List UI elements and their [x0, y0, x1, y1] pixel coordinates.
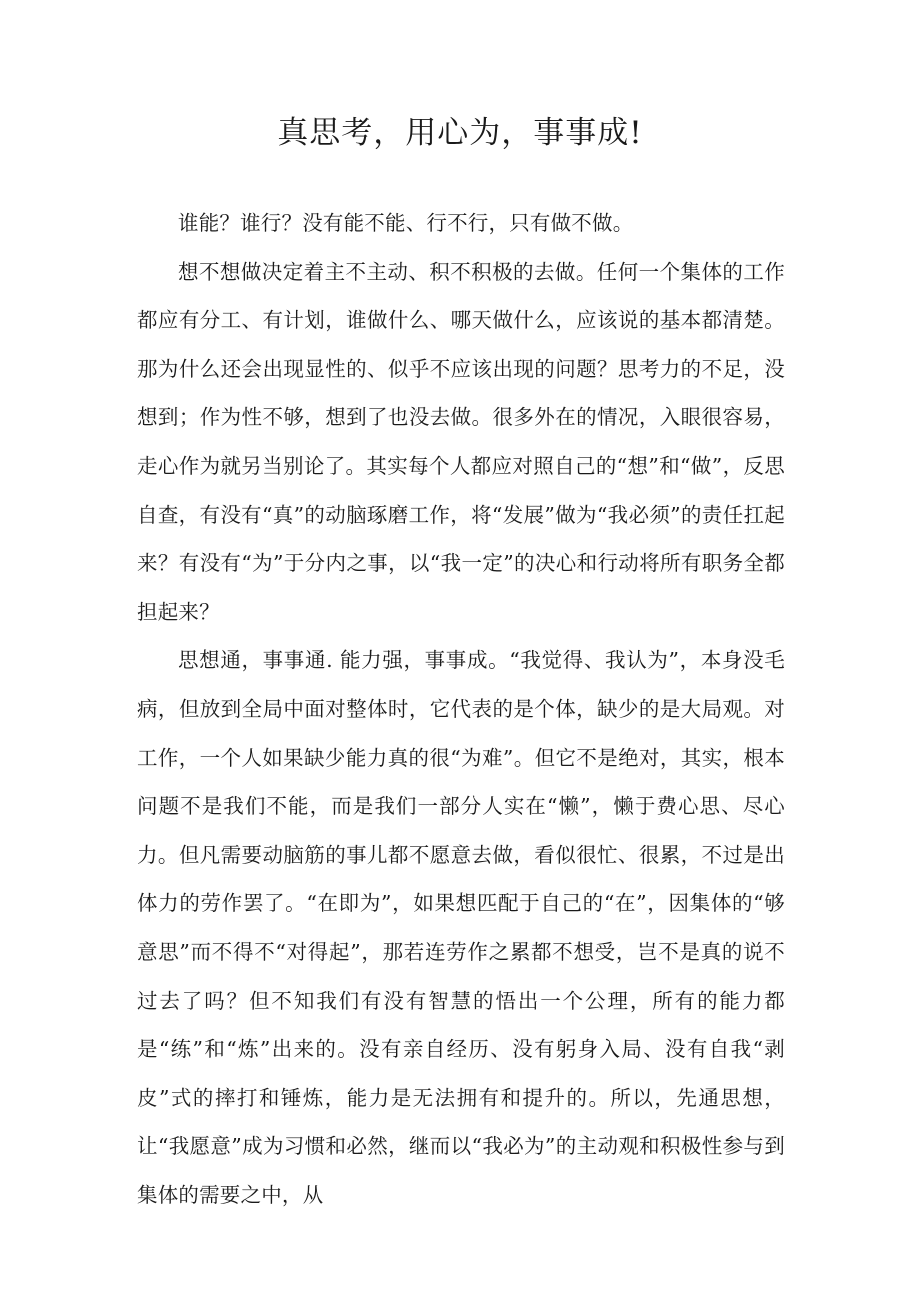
document-body — [137, 199, 785, 1219]
paragraph: 想不想做决定着主不主动、积不积极的去做。任何一个集体的工作都应有分工、有计划，谁做什么、哪天做什么，应该说的基本都清楚。那为什么还会出现显性的、似乎不应该出现的问题？思考力的不足，没想到；作为性不够，想到了也没去做。很多外在的情况，入眼很容易，走心作为就另当别论了。其实每个人都应对照自己的“想”和“做”，反思自查，有没有“真”的动脑琢磨工作，将“发展”做为“我必须”的责任扛起来？有没有“为”于分内之事，以“我一定”的决心和行动将所有职务全都担起来？ — [137, 259, 785, 624]
document-title: 真思考，用心为，事事成! — [277, 115, 643, 151]
paragraph: 思想通，事事通. 能力强，事事成。“我觉得、我认为”，本身没毛病，但放到全局中面对整体时，它代表的是个体，缺少的是大局观。对工作，一个人如果缺少能力真的很“为难”。但它不是绝对，其实，根本问题不是我们不能，而是我们一部分人实在“懒”，懒于费心思、尽心力。但凡需要动脑筋的事儿都不愿意去做，看似很忙、很累，不过是出体力的劳作罢了。“在即为”，如果想匹配于自己的“在”，因集体的“够意思”而不得不“对得起”，那若连劳作之累都不想受，岂不是真的说不过去了吗？但不知我们有没有智慧的悟出一个公理，所有的能力都是“练”和“炼”出来的。没有亲自经历、没有躬身入局、没有自我“剥皮”式的摔打和锤炼，能力是无法拥有和提升的。所以，先通思想，让“我愿意”成为习惯和必然，继而以“我必为”的主动观和积极性参与到集体的需要之中，从 — [137, 648, 785, 1207]
paragraph: 谁能？谁行？没有能不能、行不行，只有做不做。 — [178, 211, 634, 235]
